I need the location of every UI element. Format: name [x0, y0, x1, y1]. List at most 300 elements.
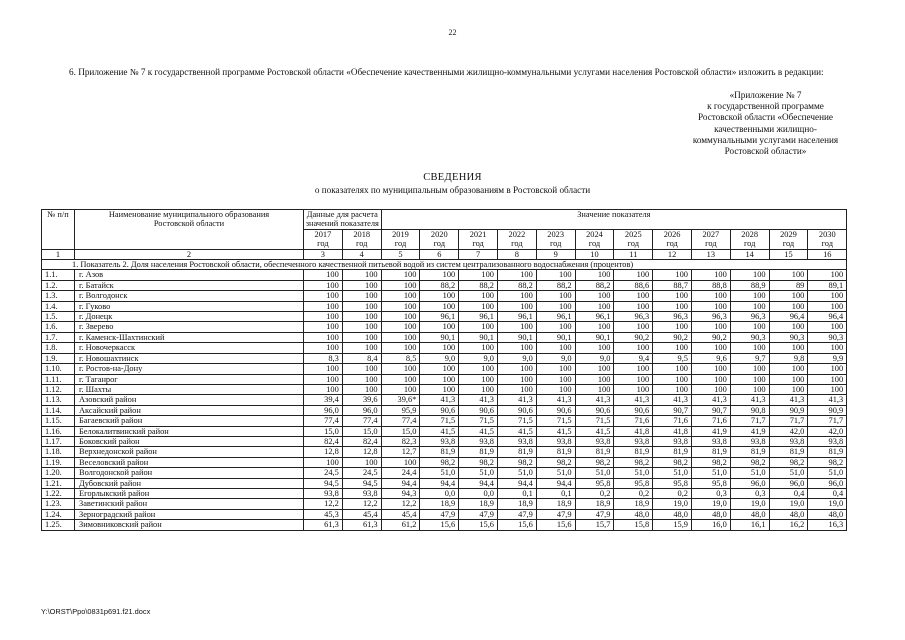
header-year: 2023 — [536, 229, 575, 239]
municipality-name: Егорлыкский район — [75, 488, 304, 498]
indicator-value: 51,0 — [730, 468, 769, 478]
indicator-value: 61,2 — [381, 520, 420, 530]
column-number: 10 — [575, 249, 614, 259]
indicator-value: 90,1 — [420, 332, 459, 342]
table-row — [42, 395, 847, 405]
table-row — [42, 322, 847, 332]
indicator-value: 100 — [304, 343, 343, 353]
indicator-value: 100 — [536, 270, 575, 280]
indicator-value: 90,7 — [691, 405, 730, 415]
indicator-value: 95,9 — [381, 405, 420, 415]
indicator-value: 71,6 — [653, 416, 692, 426]
indicator-value: 96,4 — [808, 312, 847, 322]
indicator-value: 100 — [304, 457, 343, 467]
indicator-value: 100 — [730, 291, 769, 301]
header-year: 2030 — [808, 229, 847, 239]
indicator-value: 100 — [459, 343, 498, 353]
indicator-value: 98,2 — [808, 457, 847, 467]
indicator-value: 0,2 — [575, 488, 614, 498]
indicator-value: 100 — [342, 291, 381, 301]
indicator-value: 15,9 — [653, 520, 692, 530]
indicator-value: 18,9 — [497, 499, 536, 509]
indicator-value: 12,7 — [381, 447, 420, 457]
indicator-value: 100 — [808, 364, 847, 374]
indicator-value: 94,5 — [304, 478, 343, 488]
indicator-value: 93,8 — [653, 436, 692, 446]
indicator-value: 41,5 — [497, 426, 536, 436]
indicator-value: 88,2 — [575, 280, 614, 290]
indicator-value: 81,9 — [653, 447, 692, 457]
indicator-value: 100 — [459, 384, 498, 394]
indicator-value: 100 — [342, 332, 381, 342]
indicator-value: 51,0 — [769, 468, 808, 478]
indicator-value: 9,8 — [769, 353, 808, 363]
column-number: 2 — [75, 249, 304, 259]
indicator-value: 16,3 — [808, 520, 847, 530]
indicator-value: 100 — [614, 374, 653, 384]
municipality-name: Аксайский район — [75, 405, 304, 415]
indicator-value: 100 — [536, 322, 575, 332]
header-year: 2017 — [304, 229, 343, 239]
header-year: 2028 — [730, 229, 769, 239]
indicator-value: 48,0 — [691, 509, 730, 519]
municipality-name: г. Донецк — [75, 312, 304, 322]
indicator-value: 0,1 — [497, 488, 536, 498]
indicator-value: 81,9 — [614, 447, 653, 457]
indicator-value: 100 — [420, 301, 459, 311]
municipality-name: г. Новочеркасск — [75, 343, 304, 353]
header-year-unit: год — [497, 239, 536, 249]
indicator-value: 51,0 — [497, 468, 536, 478]
indicator-value: 9,0 — [575, 353, 614, 363]
indicator-value: 98,2 — [497, 457, 536, 467]
indicator-value: 100 — [653, 374, 692, 384]
indicator-value: 100 — [420, 364, 459, 374]
indicator-value: 93,8 — [497, 436, 536, 446]
indicator-value: 94,5 — [342, 478, 381, 488]
indicator-value: 88,2 — [536, 280, 575, 290]
indicator-value: 100 — [730, 301, 769, 311]
indicator-value: 8,3 — [304, 353, 343, 363]
indicator-value: 100 — [342, 280, 381, 290]
column-number: 5 — [381, 249, 420, 259]
indicator-value: 90,9 — [808, 405, 847, 415]
page-number: 22 — [448, 28, 457, 37]
indicator-value: 16,2 — [769, 520, 808, 530]
indicator-value: 41,5 — [459, 426, 498, 436]
indicator-value: 100 — [575, 374, 614, 384]
indicator-value: 95,8 — [691, 478, 730, 488]
appendix-line: «Приложение № 7 — [729, 90, 802, 100]
indicator-value: 88,7 — [653, 280, 692, 290]
header-year-unit: год — [575, 239, 614, 249]
indicator-value: 100 — [304, 322, 343, 332]
indicator-value: 90,3 — [769, 332, 808, 342]
indicator-value: 51,0 — [691, 468, 730, 478]
indicator-value: 9,0 — [497, 353, 536, 363]
indicator-value: 51,0 — [653, 468, 692, 478]
indicator-value: 96,1 — [459, 312, 498, 322]
indicator-value: 90,3 — [808, 332, 847, 342]
indicator-value: 100 — [420, 374, 459, 384]
indicator-value: 100 — [575, 343, 614, 353]
indicator-value: 100 — [730, 322, 769, 332]
municipality-name: г. Каменск-Шахтинский — [75, 332, 304, 342]
table-row — [42, 384, 847, 394]
indicator-value: 100 — [730, 270, 769, 280]
indicator-value: 100 — [536, 291, 575, 301]
indicator-value: 96,3 — [691, 312, 730, 322]
table-row — [42, 520, 847, 530]
table-row — [42, 405, 847, 415]
indicator-value: 100 — [420, 343, 459, 353]
indicator-value: 51,0 — [575, 468, 614, 478]
indicator-value: 100 — [342, 270, 381, 280]
municipality-name: Заветинский район — [75, 499, 304, 509]
indicator-value: 12,2 — [304, 499, 343, 509]
indicator-value: 96,1 — [575, 312, 614, 322]
indicator-value: 100 — [730, 364, 769, 374]
row-number: 1.21. — [42, 478, 75, 488]
row-number: 1.3. — [42, 291, 75, 301]
indicator-value: 93,8 — [420, 436, 459, 446]
indicator-value: 100 — [691, 291, 730, 301]
indicator-value: 100 — [459, 301, 498, 311]
header-indicator-value: Значение показателя — [381, 210, 847, 230]
indicator-value: 100 — [614, 322, 653, 332]
indicator-value: 41,3 — [536, 395, 575, 405]
indicator-value: 41,3 — [459, 395, 498, 405]
indicator-value: 100 — [497, 364, 536, 374]
indicator-value: 100 — [342, 374, 381, 384]
indicator-value: 100 — [304, 270, 343, 280]
indicator-value: 81,9 — [691, 447, 730, 457]
row-number: 1.6. — [42, 322, 75, 332]
indicator-value: 100 — [808, 384, 847, 394]
indicator-value: 71,5 — [536, 416, 575, 426]
indicator-value: 16,0 — [691, 520, 730, 530]
indicator-value: 100 — [769, 343, 808, 353]
indicator-value: 100 — [420, 270, 459, 280]
table-row — [42, 499, 847, 509]
municipality-name: г. Азов — [75, 270, 304, 280]
row-number: 1.12. — [42, 384, 75, 394]
indicator-value: 18,9 — [575, 499, 614, 509]
indicator-value: 100 — [730, 384, 769, 394]
indicator-value: 100 — [808, 374, 847, 384]
row-number: 1.22. — [42, 488, 75, 498]
indicator-value: 39,4 — [304, 395, 343, 405]
indicator-value: 100 — [575, 270, 614, 280]
header-year-unit: год — [304, 239, 343, 249]
indicator-value: 90,2 — [614, 332, 653, 342]
row-number: 1.4. — [42, 301, 75, 311]
indicator-value: 41,3 — [614, 395, 653, 405]
indicator-value: 100 — [614, 270, 653, 280]
row-number: 1.23. — [42, 499, 75, 509]
header-year: 2024 — [575, 229, 614, 239]
indicator-value: 88,8 — [691, 280, 730, 290]
table-row — [42, 426, 847, 436]
indicator-value: 100 — [420, 322, 459, 332]
indicator-value: 18,9 — [614, 499, 653, 509]
indicator-value: 100 — [459, 291, 498, 301]
indicator-value: 94,3 — [381, 488, 420, 498]
indicator-value: 61,3 — [342, 520, 381, 530]
indicator-value: 95,8 — [653, 478, 692, 488]
header-year-unit: год — [691, 239, 730, 249]
indicator-value: 19,0 — [808, 499, 847, 509]
indicator-value: 90,6 — [420, 405, 459, 415]
indicator-value: 100 — [769, 270, 808, 280]
indicator-value: 41,3 — [808, 395, 847, 405]
column-number: 15 — [769, 249, 808, 259]
municipality-name: г. Новошахтинск — [75, 353, 304, 363]
indicator-value: 100 — [381, 301, 420, 311]
header-year-unit: год — [420, 239, 459, 249]
indicator-value: 51,0 — [459, 468, 498, 478]
indicator-value: 94,4 — [420, 478, 459, 488]
indicator-value: 42,0 — [769, 426, 808, 436]
indicator-value: 90,6 — [575, 405, 614, 415]
indicator-value: 45,3 — [304, 509, 343, 519]
indicator-value: 71,5 — [497, 416, 536, 426]
indicator-value: 39,6* — [381, 395, 420, 405]
municipality-name: г. Таганрог — [75, 374, 304, 384]
indicator-value: 88,2 — [420, 280, 459, 290]
indicator-value: 9,0 — [536, 353, 575, 363]
indicator-value: 100 — [304, 301, 343, 311]
row-number: 1.19. — [42, 457, 75, 467]
indicator-value: 88,2 — [497, 280, 536, 290]
indicator-value: 47,9 — [420, 509, 459, 519]
indicator-value: 51,0 — [536, 468, 575, 478]
indicator-value: 98,2 — [653, 457, 692, 467]
indicator-value: 41,9 — [730, 426, 769, 436]
municipality-name: Азовский район — [75, 395, 304, 405]
indicator-value: 47,9 — [536, 509, 575, 519]
header-year-unit: год — [342, 239, 381, 249]
municipality-name: г. Шахты — [75, 384, 304, 394]
header-number: № п/п — [42, 210, 75, 250]
indicator-value: 96,0 — [342, 405, 381, 415]
row-number: 1.10. — [42, 364, 75, 374]
header-year-unit: год — [381, 239, 420, 249]
indicator-value: 12,8 — [342, 447, 381, 457]
indicator-value: 96,4 — [769, 312, 808, 322]
indicator-value: 88,2 — [459, 280, 498, 290]
indicator-value: 90,6 — [614, 405, 653, 415]
indicator-value: 100 — [497, 343, 536, 353]
column-number: 9 — [536, 249, 575, 259]
indicator-value: 0,1 — [536, 488, 575, 498]
row-number: 1.15. — [42, 416, 75, 426]
indicator-value: 81,9 — [575, 447, 614, 457]
indicator-value: 15,6 — [536, 520, 575, 530]
indicator-value: 98,2 — [614, 457, 653, 467]
indicator-value: 48,0 — [769, 509, 808, 519]
indicator-value: 8,5 — [381, 353, 420, 363]
indicator-value: 100 — [691, 384, 730, 394]
indicator-value: 100 — [691, 374, 730, 384]
indicator-value: 100 — [653, 384, 692, 394]
section-heading: 1. Показатель 2. Доля населения Ростовской области, обеспеченного качественной питьевой водой из систем централизованного водоснабжения (процентов) — [42, 260, 847, 270]
indicator-value: 0,3 — [691, 488, 730, 498]
indicator-value: 100 — [342, 312, 381, 322]
indicator-value: 100 — [304, 312, 343, 322]
indicator-value: 100 — [536, 301, 575, 311]
indicator-value: 77,4 — [381, 416, 420, 426]
indicator-value: 9,5 — [653, 353, 692, 363]
municipality-name: Багаевский район — [75, 416, 304, 426]
indicator-value: 90,2 — [653, 332, 692, 342]
indicator-value: 90,3 — [730, 332, 769, 342]
row-number: 1.25. — [42, 520, 75, 530]
indicator-value: 18,9 — [420, 499, 459, 509]
header-name: Наименование муниципального образования Ростовской области — [75, 210, 304, 250]
indicator-value: 81,9 — [497, 447, 536, 457]
header-year-unit: год — [459, 239, 498, 249]
indicator-value: 100 — [575, 291, 614, 301]
header-year-unit: год — [614, 239, 653, 249]
indicator-value: 100 — [304, 291, 343, 301]
indicator-value: 100 — [304, 374, 343, 384]
indicator-value: 61,3 — [304, 520, 343, 530]
municipality-name: г. Волгодонск — [75, 291, 304, 301]
indicator-value: 100 — [381, 374, 420, 384]
indicator-value: 82,3 — [381, 436, 420, 446]
indicator-value: 77,4 — [342, 416, 381, 426]
appendix-header — [668, 90, 863, 157]
indicator-value: 93,8 — [536, 436, 575, 446]
indicator-value: 100 — [769, 374, 808, 384]
table-row — [42, 353, 847, 363]
header-year: 2022 — [497, 229, 536, 239]
indicator-value: 100 — [575, 301, 614, 311]
indicator-value: 100 — [459, 364, 498, 374]
column-number: 11 — [614, 249, 653, 259]
column-number: 16 — [808, 249, 847, 259]
indicator-value: 98,2 — [459, 457, 498, 467]
indicator-value: 100 — [342, 384, 381, 394]
indicator-value: 12,2 — [381, 499, 420, 509]
indicator-value: 95,8 — [575, 478, 614, 488]
indicator-value: 100 — [381, 322, 420, 332]
table-row — [42, 332, 847, 342]
indicator-value: 100 — [653, 322, 692, 332]
indicator-value: 15,6 — [497, 520, 536, 530]
indicator-value: 90,9 — [769, 405, 808, 415]
appendix-line: Ростовской области» — [724, 146, 807, 157]
table-row — [42, 488, 847, 498]
indicator-value: 71,5 — [575, 416, 614, 426]
indicator-value: 24,5 — [304, 468, 343, 478]
indicator-value: 93,8 — [730, 436, 769, 446]
municipality-name: Дубовский район — [75, 478, 304, 488]
indicator-value: 24,4 — [381, 468, 420, 478]
municipality-name: г. Батайск — [75, 280, 304, 290]
indicator-value: 96,3 — [653, 312, 692, 322]
indicator-value: 100 — [691, 364, 730, 374]
indicator-value: 100 — [575, 322, 614, 332]
indicator-value: 100 — [808, 322, 847, 332]
indicator-value: 0,0 — [420, 488, 459, 498]
indicators-table — [41, 209, 847, 531]
indicator-value: 93,8 — [459, 436, 498, 446]
indicator-value: 0,2 — [653, 488, 692, 498]
indicator-value: 98,2 — [691, 457, 730, 467]
indicator-value: 100 — [808, 270, 847, 280]
indicator-value: 100 — [381, 270, 420, 280]
indicator-value: 100 — [769, 301, 808, 311]
indicator-value: 100 — [381, 291, 420, 301]
indicator-value: 0,4 — [769, 488, 808, 498]
row-number: 1.13. — [42, 395, 75, 405]
municipality-name: Боковский район — [75, 436, 304, 446]
municipality-name: г. Гуково — [75, 301, 304, 311]
indicator-value: 51,0 — [420, 468, 459, 478]
indicator-value: 24,5 — [342, 468, 381, 478]
indicator-value: 90,1 — [575, 332, 614, 342]
header-year: 2018 — [342, 229, 381, 239]
appendix-line: качественными жилищно- — [714, 123, 817, 134]
document-title: СВЕДЕНИЯ — [423, 172, 482, 183]
indicator-value: 81,9 — [769, 447, 808, 457]
indicator-value: 71,7 — [730, 416, 769, 426]
indicator-value: 41,5 — [575, 426, 614, 436]
indicator-value: 0,4 — [808, 488, 847, 498]
row-number: 1.9. — [42, 353, 75, 363]
indicator-value: 71,5 — [459, 416, 498, 426]
indicator-value: 41,3 — [769, 395, 808, 405]
indicator-value: 41,9 — [691, 426, 730, 436]
indicator-value: 0,2 — [614, 488, 653, 498]
indicator-value: 71,6 — [691, 416, 730, 426]
indicator-value: 100 — [497, 384, 536, 394]
indicator-value: 100 — [381, 457, 420, 467]
indicator-value: 96,3 — [614, 312, 653, 322]
indicator-value: 100 — [691, 301, 730, 311]
indicator-value: 100 — [420, 384, 459, 394]
indicator-value: 100 — [730, 374, 769, 384]
indicator-value: 100 — [536, 384, 575, 394]
indicator-value: 94,4 — [459, 478, 498, 488]
table-row — [42, 312, 847, 322]
indicator-value: 42,0 — [808, 426, 847, 436]
indicator-value: 100 — [381, 332, 420, 342]
indicator-value: 89 — [769, 280, 808, 290]
indicator-value: 100 — [304, 384, 343, 394]
indicator-value: 100 — [653, 270, 692, 280]
header-year: 2021 — [459, 229, 498, 239]
indicator-value: 98,2 — [536, 457, 575, 467]
municipality-name: Веселовский район — [75, 457, 304, 467]
indicator-value: 100 — [342, 457, 381, 467]
municipality-name: Зерноградский район — [75, 509, 304, 519]
intro-paragraph: 6. Приложение № 7 к государственной программе Ростовской области «Обеспечение качественными жилищно-коммунальными услугами населения Ростовской области» изложить в редакции: — [69, 67, 824, 77]
indicator-value: 19,0 — [691, 499, 730, 509]
indicator-value: 100 — [614, 364, 653, 374]
header-year-unit: год — [653, 239, 692, 249]
indicator-value: 100 — [769, 364, 808, 374]
indicator-value: 98,2 — [730, 457, 769, 467]
indicator-value: 96,0 — [730, 478, 769, 488]
indicator-value: 100 — [342, 301, 381, 311]
indicator-value: 15,7 — [575, 520, 614, 530]
table-row — [42, 291, 847, 301]
table-row — [42, 509, 847, 519]
indicator-value: 9,9 — [808, 353, 847, 363]
